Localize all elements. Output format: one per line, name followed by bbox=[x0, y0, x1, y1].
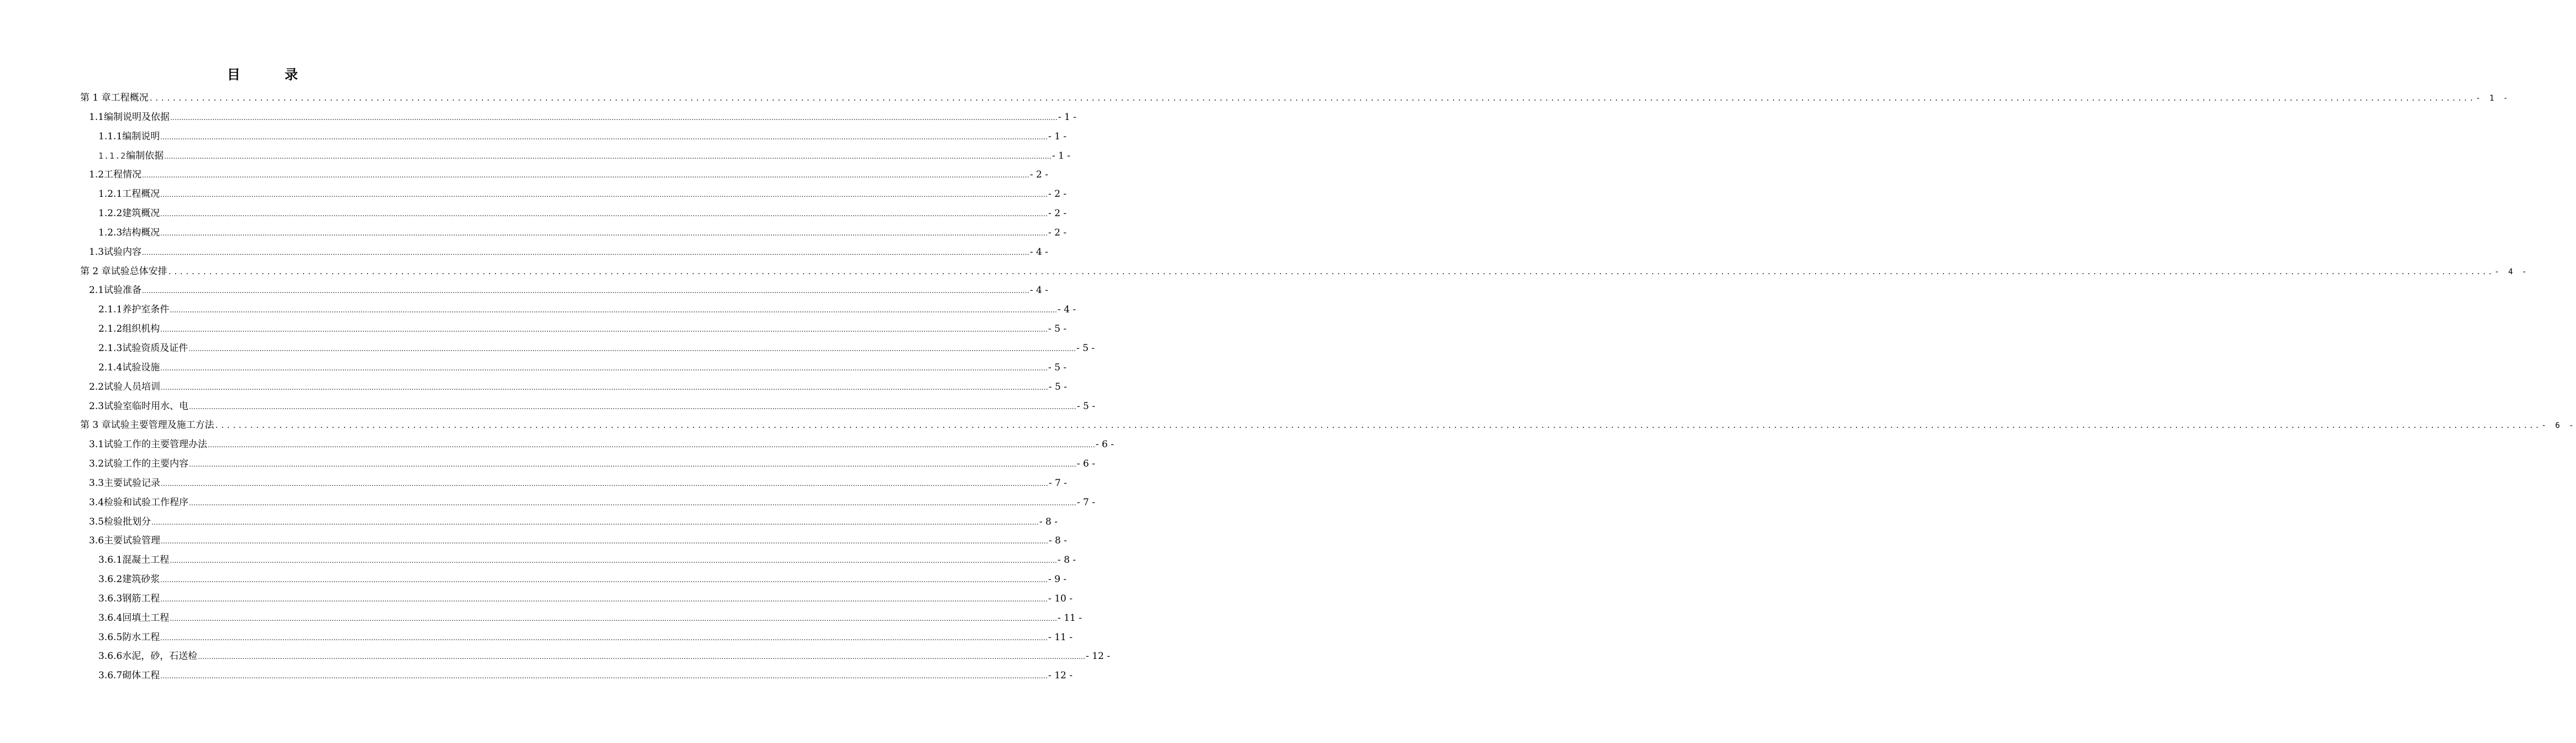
toc-entry-title: 主要试验管理 bbox=[104, 535, 161, 547]
toc-entry-page: - 1 - bbox=[1058, 111, 1076, 123]
toc-entry-page: - 9 - bbox=[1048, 574, 1067, 585]
toc-entry-number: 2.1 bbox=[89, 285, 104, 296]
toc-entry-line bbox=[98, 301, 1076, 316]
toc-entry-number: 第 2 章 bbox=[80, 265, 111, 277]
toc-entry-page: - 2 - bbox=[1048, 208, 1067, 219]
toc-entry-number: 1.2.3 bbox=[98, 227, 123, 238]
toc-entry-title: 试验工作的主要管理办法 bbox=[104, 439, 208, 451]
toc-entry[interactable] bbox=[0, 220, 1067, 239]
toc-entry[interactable] bbox=[0, 509, 1058, 529]
toc-entry[interactable] bbox=[0, 181, 1067, 201]
toc-entry-line bbox=[89, 456, 1095, 470]
toc-entry-number: 3.6.7 bbox=[98, 670, 123, 682]
toc-entry-title: 编制说明及依据 bbox=[104, 111, 170, 123]
toc-dot-leader: ................................................................................................................................................................................................................................................................................................................................................................................................................ bbox=[161, 479, 1048, 488]
toc-entry-title: 工程概况 bbox=[122, 189, 160, 200]
toc-dot-leader: ................................................................................................................................................................................................................................................................................................................................................................................................................ bbox=[149, 95, 2475, 102]
toc-entry[interactable] bbox=[0, 432, 1114, 451]
toc-entry-line bbox=[98, 340, 1095, 354]
toc-dot-leader: ................................................................................................................................................................................................................................................................................................................................................................................................................ bbox=[160, 672, 1048, 681]
toc-entry-title: 编制说明 bbox=[122, 130, 160, 142]
toc-dot-leader: ................................................................................................................................................................................................................................................................................................................................................................................................................ bbox=[170, 557, 1058, 565]
toc-dot-leader: ................................................................................................................................................................................................................................................................................................................................................................................................................ bbox=[161, 537, 1048, 546]
toc-entry-number: 2.1.1 bbox=[98, 304, 123, 316]
toc-entry-title: 检验批划分 bbox=[104, 516, 151, 527]
toc-dot-leader: ................................................................................................................................................................................................................................................................................................................................................................................................................ bbox=[170, 614, 1058, 622]
toc-dot-leader: ................................................................................................................................................................................................................................................................................................................................................................................................................ bbox=[160, 133, 1048, 141]
toc-entry-page: - 6 - bbox=[1095, 439, 1114, 451]
toc-entry-title: 建筑砂浆 bbox=[122, 574, 160, 585]
toc-dot-leader: ................................................................................................................................................................................................................................................................................................................................................................................................................ bbox=[208, 441, 1095, 449]
toc-entry-title: 养护室条件 bbox=[122, 304, 170, 316]
toc-entry[interactable] bbox=[0, 355, 1067, 374]
toc-entry-number: 第 3 章 bbox=[80, 420, 111, 431]
toc-entry-title: 试验工作的主要内容 bbox=[104, 458, 189, 470]
toc-entry-page: - 5 - bbox=[1076, 400, 1095, 412]
toc-entry-title: 砌体工程 bbox=[122, 670, 160, 682]
toc-entry[interactable] bbox=[0, 567, 1067, 586]
toc-entry-number: 2.2 bbox=[89, 381, 104, 393]
toc-entry-number: 1.1 bbox=[89, 111, 104, 123]
toc-entry-title: 水泥，砂，石送检 bbox=[122, 651, 198, 662]
toc-dot-leader: ................................................................................................................................................................................................................................................................................................................................................................................................................ bbox=[160, 326, 1048, 334]
toc-dot-leader: ................................................................................................................................................................................................................................................................................................................................................................................................................ bbox=[151, 518, 1039, 526]
toc-entry-page: - 7 - bbox=[1048, 477, 1067, 489]
toc-entry-number: 3.2 bbox=[89, 458, 104, 470]
toc-entry-page: - 4 - bbox=[1029, 285, 1048, 296]
toc-entry-line bbox=[98, 667, 1073, 682]
toc-entry-title: 试验室临时用水、电 bbox=[104, 400, 189, 412]
toc-dot-leader: ................................................................................................................................................................................................................................................................................................................................................................................................................ bbox=[160, 229, 1048, 237]
toc-entry-page: - 6 - bbox=[2541, 421, 2576, 431]
toc-entry-line bbox=[98, 224, 1067, 238]
toc-dot-leader: ................................................................................................................................................................................................................................................................................................................................................................................................................ bbox=[214, 422, 2541, 430]
toc-entry[interactable] bbox=[0, 394, 1095, 413]
toc-entry[interactable] bbox=[0, 104, 1076, 124]
toc-entry-line bbox=[80, 263, 2529, 277]
toc-entry-page: - 8 - bbox=[1048, 535, 1067, 547]
toc-entry[interactable] bbox=[0, 412, 2576, 432]
toc-entry[interactable] bbox=[0, 374, 1067, 394]
toc-entry-title: 试验资质及证件 bbox=[122, 342, 188, 354]
toc-entry-page: - 10 - bbox=[1048, 593, 1073, 604]
toc-entry-line bbox=[98, 571, 1067, 585]
toc-entry-title: 试验内容 bbox=[104, 246, 142, 258]
toc-entry-page: - 1 - bbox=[1048, 130, 1067, 142]
toc-dot-leader: ................................................................................................................................................................................................................................................................................................................................................................................................................ bbox=[160, 576, 1048, 584]
toc-entry[interactable] bbox=[0, 663, 1073, 682]
toc-dot-leader: ................................................................................................................................................................................................................................................................................................................................................................................................................ bbox=[189, 402, 1076, 411]
toc-entry-page: - 1 - bbox=[1052, 150, 1071, 161]
toc-entry-page: - 8 - bbox=[1058, 554, 1076, 566]
toc-entry-page: - 7 - bbox=[1076, 496, 1095, 508]
toc-entry-number: 3.6.4 bbox=[98, 612, 123, 624]
toc-entry-title: 工程概况 bbox=[111, 92, 149, 103]
toc-entry-title: 结构概况 bbox=[122, 227, 160, 238]
toc-dot-leader: ................................................................................................................................................................................................................................................................................................................................................................................................................ bbox=[160, 191, 1048, 199]
toc-entry-number: 第 1 章 bbox=[80, 92, 111, 103]
toc-dot-leader: ................................................................................................................................................................................................................................................................................................................................................................................................................ bbox=[160, 210, 1048, 218]
toc-entry-line bbox=[80, 90, 2510, 103]
toc-entry-page: - 2 - bbox=[1048, 189, 1067, 200]
toc-dot-leader: ................................................................................................................................................................................................................................................................................................................................................................................................................ bbox=[161, 383, 1048, 391]
toc-dot-leader: ................................................................................................................................................................................................................................................................................................................................................................................................................ bbox=[142, 248, 1029, 257]
toc-entry[interactable] bbox=[0, 605, 1082, 625]
toc-entry-page: - 4 - bbox=[1029, 246, 1048, 258]
toc-entry-title: 试验总体安排 bbox=[111, 265, 167, 277]
toc-entry-line bbox=[89, 514, 1058, 527]
toc-entry-number: 3.3 bbox=[89, 477, 104, 489]
toc-entry-number: 2.1.3 bbox=[98, 342, 123, 354]
toc-entry-line bbox=[98, 321, 1067, 335]
toc-entry-number: 2.1.4 bbox=[98, 362, 123, 373]
toc-entry[interactable] bbox=[0, 643, 1110, 663]
toc-entry-page: - 8 - bbox=[1039, 516, 1058, 527]
toc-entry-page: - 4 - bbox=[1058, 304, 1076, 316]
toc-entry-page: - 12 - bbox=[1086, 651, 1110, 662]
toc-dot-leader: ................................................................................................................................................................................................................................................................................................................................................................................................................ bbox=[142, 171, 1029, 180]
toc-entry[interactable] bbox=[0, 85, 2510, 104]
toc-entry-page: - 11 - bbox=[1048, 631, 1073, 643]
toc-entry-page: - 4 - bbox=[2494, 267, 2529, 276]
toc-entry-number: 3.6.3 bbox=[98, 593, 123, 604]
toc-entry-number: 3.6.1 bbox=[98, 554, 123, 566]
toc-entry-title: 回填土工程 bbox=[122, 612, 170, 624]
toc-entry-title: 钢筋工程 bbox=[122, 593, 160, 604]
toc-entry-line bbox=[80, 417, 2576, 431]
toc-entry[interactable] bbox=[0, 124, 1067, 143]
toc-entry-line bbox=[98, 629, 1073, 643]
toc-entry[interactable] bbox=[0, 297, 1076, 316]
toc-entry-number: 1.1.1 bbox=[98, 130, 123, 142]
toc-entry-line bbox=[89, 436, 1114, 451]
toc-dot-leader: ................................................................................................................................................................................................................................................................................................................................................................................................................ bbox=[160, 634, 1048, 642]
toc-entry-title: 组织机构 bbox=[122, 323, 160, 335]
toc-entry-title: 检验和试验工作程序 bbox=[104, 496, 189, 508]
toc-entry-number: 3.6.6 bbox=[98, 651, 123, 662]
toc-entry-page: - 2 - bbox=[1029, 169, 1048, 181]
toc-entry-number: 1.1.2 bbox=[98, 150, 127, 161]
toc-entry-number: 3.6 bbox=[89, 535, 104, 547]
toc-dot-leader: ................................................................................................................................................................................................................................................................................................................................................................................................................ bbox=[164, 152, 1052, 160]
toc-entry[interactable] bbox=[0, 316, 1067, 336]
toc-entry-number: 3.1 bbox=[89, 439, 104, 451]
toc-entry-line bbox=[89, 475, 1067, 489]
toc-entry[interactable] bbox=[0, 336, 1095, 355]
toc-entry[interactable] bbox=[0, 162, 1048, 181]
toc-entry-line bbox=[89, 244, 1048, 258]
toc-entry-line bbox=[89, 282, 1048, 296]
toc-entry-page: - 12 - bbox=[1048, 670, 1073, 682]
toc-entry-title: 编制依据 bbox=[126, 150, 164, 161]
toc-entry-number: 3.6.2 bbox=[98, 574, 123, 585]
toc-entry-line bbox=[89, 109, 1076, 123]
toc-entry[interactable] bbox=[0, 586, 1073, 605]
toc-entry-page: - 5 - bbox=[1048, 362, 1067, 373]
toc-entry-title: 工程情况 bbox=[104, 169, 142, 181]
toc-entry-page: - 11 - bbox=[1058, 612, 1082, 624]
toc-entry-page: - 5 - bbox=[1076, 342, 1095, 354]
toc-entry-line bbox=[89, 398, 1095, 412]
toc-entry-number: 3.4 bbox=[89, 496, 104, 508]
toc-entry-page: - 5 - bbox=[1048, 381, 1067, 393]
toc-entry[interactable] bbox=[0, 470, 1067, 490]
toc-entry[interactable] bbox=[0, 143, 1071, 163]
toc-entry-number: 3.6.5 bbox=[98, 631, 123, 643]
toc-dot-leader: ................................................................................................................................................................................................................................................................................................................................................................................................................ bbox=[188, 344, 1076, 353]
toc-entry-line bbox=[98, 610, 1082, 624]
toc-entry[interactable] bbox=[0, 201, 1067, 220]
toc-entry[interactable] bbox=[0, 239, 1048, 259]
toc-dot-leader: ................................................................................................................................................................................................................................................................................................................................................................................................................ bbox=[160, 364, 1048, 372]
toc-entry-line bbox=[98, 359, 1067, 373]
toc-entry[interactable] bbox=[0, 625, 1073, 644]
toc-entry-title: 混凝土工程 bbox=[122, 554, 170, 566]
toc-entry-page: - 5 - bbox=[1048, 323, 1067, 335]
toc-dot-leader: ................................................................................................................................................................................................................................................................................................................................................................................................................ bbox=[160, 595, 1048, 603]
toc-entry-number: 1.2.2 bbox=[98, 208, 123, 219]
toc-entry-number: 1.2.1 bbox=[98, 189, 123, 200]
toc-dot-leader: ................................................................................................................................................................................................................................................................................................................................................................................................................ bbox=[142, 287, 1029, 295]
toc-entry-number: 3.5 bbox=[89, 516, 104, 527]
toc-entry-title: 防水工程 bbox=[122, 631, 160, 643]
toc-entry-line bbox=[98, 128, 1067, 142]
toc-entry-line bbox=[98, 186, 1067, 200]
toc-dot-leader: ................................................................................................................................................................................................................................................................................................................................................................................................................ bbox=[198, 653, 1086, 661]
toc-entry-line bbox=[98, 205, 1067, 219]
toc-entry-line bbox=[98, 148, 1071, 161]
toc-entry-line bbox=[89, 166, 1048, 181]
toc-entry-title: 试验人员培训 bbox=[104, 381, 161, 393]
toc-entry-line bbox=[89, 379, 1067, 393]
toc-entry-title: 建筑概况 bbox=[122, 208, 160, 219]
toc-entry[interactable] bbox=[0, 547, 1076, 567]
toc-entry-line bbox=[89, 532, 1067, 547]
toc-dot-leader: ................................................................................................................................................................................................................................................................................................................................................................................................................ bbox=[170, 306, 1058, 315]
toc-entry-number: 1.3 bbox=[89, 246, 104, 258]
toc-entry-title: 试验主要管理及施工方法 bbox=[111, 420, 214, 431]
toc-title: 目 录 bbox=[227, 66, 318, 82]
toc-entry-number: 2.3 bbox=[89, 400, 104, 412]
toc-entry-line bbox=[98, 648, 1110, 662]
toc-entry-page: - 2 - bbox=[1048, 227, 1067, 238]
toc-dot-leader: ................................................................................................................................................................................................................................................................................................................................................................................................................ bbox=[170, 113, 1058, 122]
toc-entry-title: 主要试验记录 bbox=[104, 477, 161, 489]
toc-dot-leader: ................................................................................................................................................................................................................................................................................................................................................................................................................ bbox=[189, 499, 1076, 507]
toc-entry-title: 试验准备 bbox=[104, 285, 142, 296]
toc-entry[interactable] bbox=[0, 259, 2529, 278]
table-of-contents bbox=[0, 85, 2576, 682]
toc-entry-page: - 6 - bbox=[1076, 458, 1095, 470]
toc-dot-leader: ................................................................................................................................................................................................................................................................................................................................................................................................................ bbox=[189, 461, 1076, 469]
toc-entry-page: - 1 - bbox=[2475, 94, 2510, 103]
toc-entry-title: 试验设施 bbox=[122, 362, 160, 373]
toc-entry[interactable] bbox=[0, 278, 1048, 297]
toc-dot-leader: ................................................................................................................................................................................................................................................................................................................................................................................................................ bbox=[167, 268, 2494, 276]
toc-entry-line bbox=[98, 552, 1076, 566]
toc-entry-number: 2.1.2 bbox=[98, 323, 123, 335]
toc-entry-line bbox=[98, 590, 1073, 604]
toc-entry[interactable] bbox=[0, 490, 1095, 509]
toc-entry-line bbox=[89, 494, 1095, 508]
toc-entry-number: 1.2 bbox=[89, 169, 104, 181]
toc-entry[interactable] bbox=[0, 451, 1095, 470]
toc-entry[interactable] bbox=[0, 528, 1067, 547]
